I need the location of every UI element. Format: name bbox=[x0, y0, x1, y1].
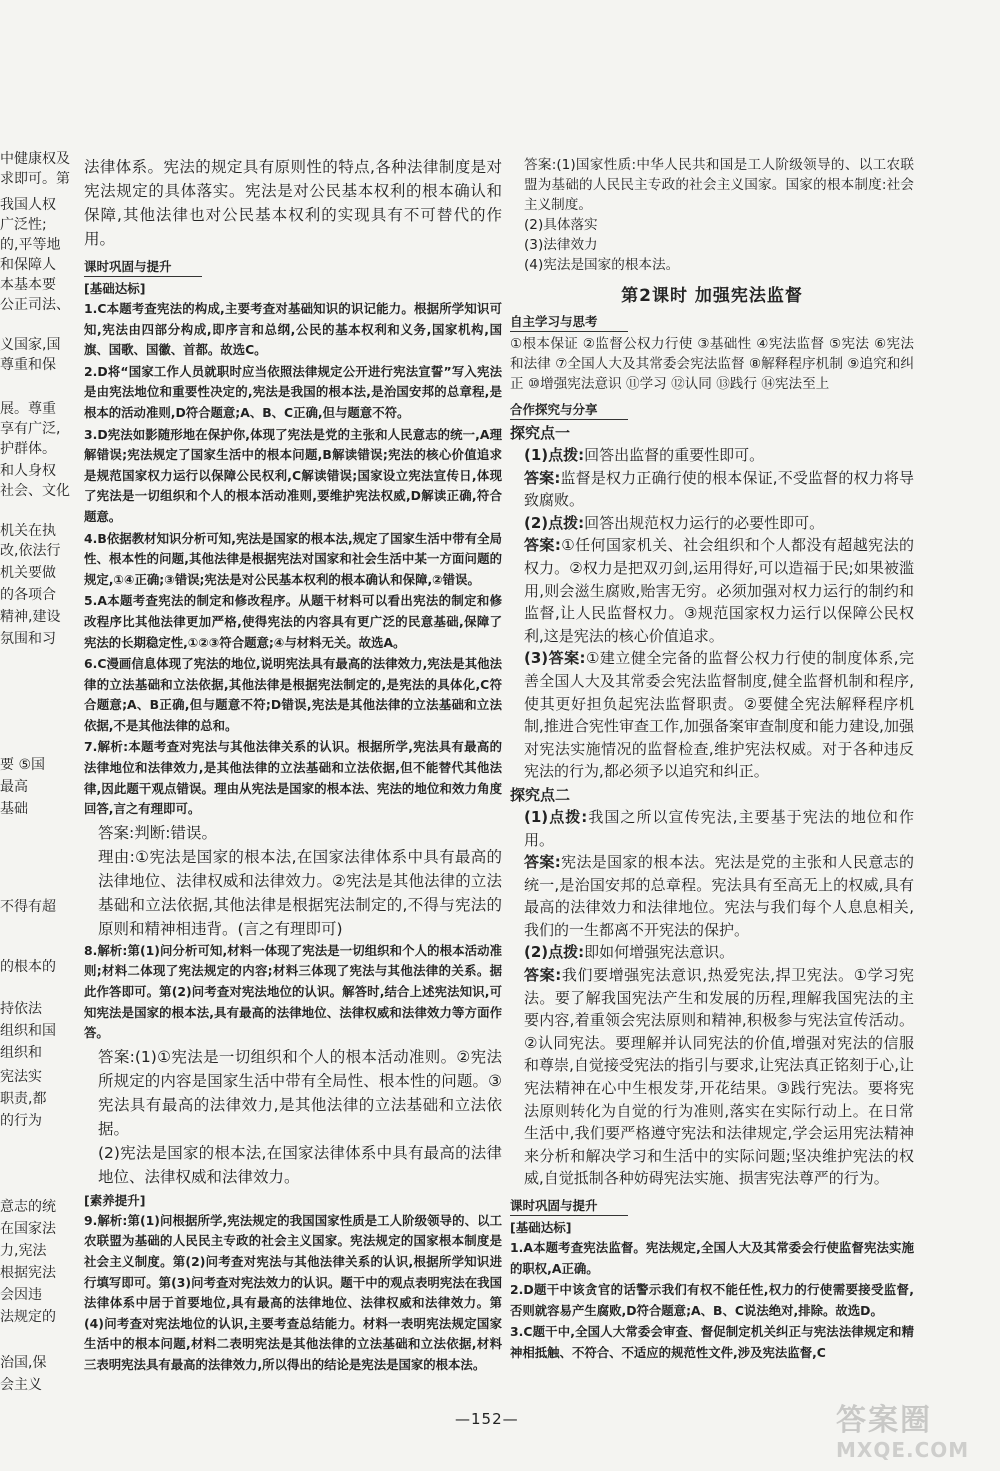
section-title: 课时巩固与提升 bbox=[84, 257, 202, 277]
gutter-line: 义国家,国 bbox=[0, 337, 61, 353]
answer-7-head: 答案:判断:错误。 bbox=[98, 823, 217, 842]
answer-item bbox=[84, 737, 502, 819]
gutter-line: 中健康权及 bbox=[0, 151, 70, 167]
gutter-line: 会因违 bbox=[0, 1287, 42, 1303]
watermark-logo bbox=[836, 1404, 986, 1466]
probe-entry-text: ①任何国家机关、社会组织和个人都没有超越宪法的权力。②权力是把双刃剑,运用得好,可以造福于民;如果被滥用,则会滋生腐败,贻害无穷。必须加强对权力运行的制约和监督,让人民监督权力。③规范国家权力运行以保障公民权利,这是宪法的核心价值追求。 bbox=[524, 536, 914, 645]
item-number: 5.A bbox=[84, 593, 107, 609]
gutter-line: 的行为 bbox=[0, 1113, 42, 1129]
answer-item bbox=[84, 299, 502, 361]
probe-entry-head: (3)答案: bbox=[524, 649, 586, 668]
answer-9-line: (3)法律效力 bbox=[524, 237, 598, 253]
tag-improve: [素养提升] bbox=[84, 1192, 146, 1208]
probe-1-list bbox=[510, 444, 914, 783]
probe-entry-head: (1)点拨: bbox=[524, 446, 585, 464]
item-number: 6.C bbox=[84, 656, 107, 672]
probe-2-title: 探究点二 bbox=[510, 785, 571, 804]
probe-entry-head: (2)点拨: bbox=[524, 943, 585, 962]
item-text: 题干中,全国人大常委会审查、督促制定机关纠正与宪法法律规定和精神相抵触、不符合、不适应的规范性文件,涉及宪法监督,C bbox=[510, 1324, 914, 1360]
item-number: 1.C bbox=[84, 301, 107, 316]
facing-page-fragment bbox=[0, 150, 70, 1410]
item-8-text: 第(1)问分析可知,材料一体现了宪法是一切组织和个人的根本活动准则;材料二体现了宪法规定的内容;材料三体现了宪法与其他法律的关系。据此作答即可。第(2)问考查对宪法地位的认识。解答时,结合上述宪法知识,可知宪法是国家的根本法,具有最高的法律地位、法律权威和法律效力等方面作答。 bbox=[84, 942, 502, 1041]
gutter-line: 和保障人 bbox=[0, 257, 56, 273]
probe-entry-text: 我国之所以宣传宪法,主要基于宪法的地位和作用。 bbox=[524, 807, 914, 849]
probe-entry-text: 宪法是国家的根本法。宪法是党的主张和人民意志的统一,是治国安邦的总章程。宪法具有至高无上的权威,具有最高的法律效力和法律地位。宪法与我们每个人息息相关,我们的一生都离不开宪法的保护。 bbox=[524, 853, 914, 939]
probe-entry bbox=[510, 534, 914, 647]
item-number: 2.D bbox=[84, 363, 108, 379]
coop-title: 合作探究与分享 bbox=[510, 400, 628, 420]
answer-item bbox=[510, 1238, 914, 1279]
gutter-line: 氛围和习 bbox=[0, 631, 56, 647]
lesson-title: 第2课时 加强宪法监督 bbox=[621, 286, 803, 306]
probe-1-title: 探究点一 bbox=[510, 424, 571, 442]
probe-2-list bbox=[510, 806, 914, 1190]
gutter-line: 精神,建设 bbox=[0, 609, 61, 625]
answer-9-line: (4)宪法是国家的根本法。 bbox=[524, 257, 680, 273]
gutter-line: 根据宪法 bbox=[0, 1265, 56, 1281]
middle-column bbox=[84, 155, 502, 1377]
probe-entry-head: (2)点拨: bbox=[524, 513, 585, 532]
gutter-line: 治国,保 bbox=[0, 1355, 47, 1371]
self-study-title: 自主学习与思考 bbox=[510, 312, 628, 332]
probe-entry bbox=[510, 647, 914, 783]
probe-entry-text: 监督是权力正确行使的根本保证,不受监督的权力将导致腐败。 bbox=[524, 468, 914, 510]
gutter-line: 尊重和保 bbox=[0, 357, 56, 373]
probe-entry-text: ①建立健全完备的监督公权力行使的制度体系,完善全国人大及其常委会宪法监督制度,健全监督机制和程序,使其更好担负起宪法监督职责。②要健全宪法解释程序机制,推进合宪性审查工作,加强备案审查制度和能力建设,加强对宪法实施情况的监督检查,维护宪法权威。对于各种违反宪法的行为,都必须予以追究和纠正。 bbox=[524, 649, 914, 781]
item-text: 本题考查宪法的构成,主要考查对基础知识的识记能力。根据所学知识可知,宪法由四部分构成,即序言和总纲,公民的基本权利和义务,国家机构,国旗、国歌、国徽、首都。故选C。 bbox=[84, 301, 502, 358]
probe-entry-head: 答案: bbox=[524, 853, 561, 872]
item-number: 3.D bbox=[84, 426, 108, 442]
item-text: 本题考查对宪法与其他法律关系的认识。根据所学,宪法具有最高的法律地位和法律效力,是其他法律的立法基础和立法依据,但不能替代其他法律,因此题干观点错误。理由从宪法是国家的根本法、宪法的地位和效力角度回答,言之有理即可。 bbox=[84, 739, 502, 817]
answer-8-body: 答案:(1)①宪法是一切组织和个人的根本活动准则。②宪法所规定的内容是国家生活中带有全局性、根本性的问题。③宪法具有最高的法律效力,是其他法律的立法基础和立法依据。 bbox=[98, 1047, 502, 1138]
answer-item bbox=[84, 591, 502, 653]
probe-entry-text: 即如何增强宪法意识。 bbox=[584, 943, 735, 962]
answer-9-line: (2)具体落实 bbox=[524, 217, 598, 233]
answer-item bbox=[510, 1322, 914, 1363]
probe-entry-head: (1)点拨: bbox=[524, 807, 588, 826]
gutter-line: 组织和国 bbox=[0, 1023, 56, 1039]
gutter-line: 展。尊重 bbox=[0, 401, 56, 417]
answer-item bbox=[510, 1280, 914, 1321]
probe-entry-text: 回答出规范权力运行的必要性即可。 bbox=[584, 513, 825, 532]
gutter-line: 基础 bbox=[0, 801, 28, 817]
probe-entry bbox=[510, 964, 914, 1190]
intro-paragraph: 法律体系。宪法的规定具有原则性的特点,各种法律制度是对宪法规定的具体落实。宪法是对公民基本权利的根本确认和保障,其他法律也对公民基本权利的实现具有不可替代的作用。 bbox=[84, 158, 502, 248]
probe-entry-head: 答案: bbox=[524, 966, 562, 985]
gutter-line: 社会、文化 bbox=[0, 483, 70, 499]
probe-entry-head: 答案: bbox=[524, 468, 561, 487]
item-number: 3.C bbox=[510, 1324, 533, 1340]
answer-item bbox=[84, 425, 502, 528]
item-number: 1.A bbox=[510, 1240, 533, 1255]
probe-entry bbox=[510, 851, 914, 941]
mid-item-list bbox=[84, 299, 502, 820]
gutter-line: 求即可。第 bbox=[0, 171, 70, 187]
tag-basic-2: [基础达标] bbox=[510, 1220, 572, 1235]
probe-entry bbox=[510, 444, 914, 467]
gutter-line: 要 ⑤国 bbox=[0, 757, 46, 773]
probe-entry bbox=[510, 806, 914, 851]
answer-8-body-2: (2)宪法是国家的根本法,在国家法律体系中具有最高的法律地位、法律权威和法律效力。 bbox=[98, 1143, 502, 1186]
gutter-line: 机关在执 bbox=[0, 523, 56, 539]
answer-9-line: 答案:(1)国家性质:中华人民共和国是工人阶级领导的、以工农联盟为基础的人民民主专政的社会主义国家。国家的根本制度:社会主义制度。 bbox=[524, 157, 914, 213]
answer-item bbox=[84, 362, 502, 424]
probe-entry-text: 我们要增强宪法意识,热爱宪法,捍卫宪法。①学习宪法。要了解我国宪法产生和发展的历程,理解我国宪法的主要内容,着重领会宪法原则和精神,积极参与宪法宣传活动。②认同宪法。要理解并认同宪法的价值,增强对宪法的信服和尊崇,自觉接受宪法的指引与要求,让宪法真正铭刻于心,让宪法精神在心中生根发芽,开花结果。③践行宪法。要将宪法原则转化为自觉的行为准则,落实在实际行动上。在日常生活中,我们要严格遵守宪法和法律规定,学会运用宪法精神来分析和解决学习和生活中的实际问题;坚决维护宪法的权威,自觉抵制各种妨碍宪法实施、损害宪法尊严的行为。 bbox=[524, 966, 914, 1188]
item-text: 宪法如影随形地在保护你,体现了宪法是党的主张和人民意志的统一,A理解错误;宪法规定了国家生活中的根本问题,B解读错误;宪法的核心价值追求是规范国家权力运行以保障公民权利,C解读错误;国家设立宪法宣传日,体现了宪法是一切组织和个人的根本活动准则,要维护宪法权威,D解读正确,符合题意。 bbox=[84, 426, 502, 524]
gutter-line: 和人身权 bbox=[0, 463, 56, 479]
probe-entry-head: 答案: bbox=[524, 536, 561, 555]
gutter-line: 宪法实 bbox=[0, 1069, 42, 1085]
item-number: 7. bbox=[84, 739, 98, 755]
item-9-text: 第(1)问根据所学,宪法规定的我国国家性质是工人阶级领导的、以工农联盟为基础的人民民主专政的社会主义国家。宪法规定的国家根本制度是社会主义制度。第(2)问考查对宪法与其他法律关系的认识,根据所学知识进行填写即可。第(3)问考查对宪法效力的认识。题干中的观点表明宪法在我国法律体系中居于首要地位,具有最高的法律地位、法律权威和法律效力。第(4)问考查对宪法地位的认识,主要考查总结能力。材料一表明宪法规定国家生活中的根本问题,材料二表明宪法是其他法律的立法基础和立法依据,材料三表明宪法具有最高的法律效力,所以得出的结论是宪法是国家的根本法。 bbox=[84, 1212, 502, 1372]
item-8-num: 8. bbox=[84, 942, 98, 958]
item-label: 解析: bbox=[97, 739, 129, 755]
gutter-line: 护群体。 bbox=[0, 441, 56, 457]
gutter-line: 广泛性; bbox=[0, 217, 47, 233]
item-9-label: 解析: bbox=[97, 1212, 128, 1228]
gutter-line: 的,平等地 bbox=[0, 237, 61, 253]
right-column bbox=[510, 155, 914, 1365]
section-title-2: 课时巩固与提升 bbox=[510, 1196, 628, 1216]
gutter-line: 不得有超 bbox=[0, 899, 56, 915]
gutter-line: 在国家法 bbox=[0, 1221, 56, 1237]
answer-7-body: 理由:①宪法是国家的根本法,在国家法律体系中具有最高的法律地位、法律权威和法律效力。②宪法是其他法律的立法基础和立法依据,其他法律是根据宪法制定的,不得与宪法的原则和精神相违背。(言之有理即可) bbox=[98, 847, 502, 938]
item-text: 题干中该贪官的话警示我们有权不能任性,权力的行使需要接受监督,否则就容易产生腐败,D符合题意;A、B、C说法绝对,排除。故选D。 bbox=[510, 1282, 914, 1318]
gutter-line: 改,依法行 bbox=[0, 543, 61, 559]
keyword-answers: ①根本保证 ②监督公权力行使 ③基础性 ④宪法监督 ⑤宪法 ⑥宪法和法律 ⑦全国人大及其常委会宪法监督 ⑧解释程序机制 ⑨追究和纠正 ⑩增强宪法意识 ⑪学习 ⑫认同 ⑬践行 ⑭宪法至上 bbox=[510, 336, 914, 392]
gutter-line: 意志的统 bbox=[0, 1199, 56, 1215]
gutter-line: 机关要做 bbox=[0, 565, 56, 581]
gutter-line: 享有广泛, bbox=[0, 421, 61, 437]
probe-entry bbox=[510, 512, 914, 535]
item-number: 4.B bbox=[84, 530, 107, 546]
item-8 bbox=[84, 941, 502, 1044]
gutter-line: 的根本的 bbox=[0, 959, 56, 975]
gutter-line: 法规定的 bbox=[0, 1309, 56, 1325]
right-item-list bbox=[510, 1238, 914, 1364]
item-number: 2.D bbox=[510, 1282, 534, 1298]
answer-item bbox=[84, 529, 502, 591]
watermark-url: MXQE.COM bbox=[836, 1438, 970, 1462]
item-text: 本题考查宪法的制定和修改程序。从题干材料可以看出宪法的制定和修改程序比其他法律更加严格,使得宪法的内容具有更广泛的民意基础,保障了宪法的长期稳定性,①②③符合题意;④与材料无关。故选A。 bbox=[84, 593, 502, 650]
tag-basic: [基础达标] bbox=[84, 281, 146, 296]
gutter-line: 公正司法、 bbox=[0, 297, 70, 313]
item-text: 漫画信息体现了宪法的地位,说明宪法具有最高的法律效力,宪法是其他法律的立法基础和立法依据,其他法律是根据宪法制定的,是宪法的具体化,C符合题意;A、B正确,但与题意不符;D错误,宪法是其他法律的立法基础和立法依据,不是其他法律的总和。 bbox=[84, 656, 502, 733]
item-8-label: 解析: bbox=[97, 942, 128, 958]
probe-entry bbox=[510, 941, 914, 964]
item-9 bbox=[84, 1211, 502, 1376]
gutter-line: 最高 bbox=[0, 779, 28, 795]
item-text: 依据教材知识分析可知,宪法是国家的根本法,规定了国家生活中带有全局性、根本性的问题,其他法律是根据宪法对国家和社会生活中某一方面问题的规定,①④正确;③错误;宪法是对公民基本权利的根本确认和保障,②错误。 bbox=[84, 530, 502, 587]
probe-entry bbox=[510, 467, 914, 512]
answer-9-block bbox=[510, 155, 914, 275]
gutter-line: 组织和 bbox=[0, 1045, 42, 1061]
item-9-num: 9. bbox=[84, 1212, 98, 1228]
gutter-line: 职责,都 bbox=[0, 1091, 47, 1107]
gutter-line: 会主义 bbox=[0, 1377, 42, 1393]
watermark-name: 答案圈 bbox=[836, 1403, 932, 1438]
item-text: 将“国家工作人员就职时应当依照法律规定公开进行宪法宣誓”写入宪法是由宪法地位和重要性决定的,宪法是我国的根本法,是治国安邦的总章程,是根本的活动准则,D符合题意;A、B、C正确,但与题意不符。 bbox=[84, 363, 502, 420]
gutter-line: 的各项合 bbox=[0, 587, 56, 603]
page-number: —152— bbox=[455, 1410, 519, 1428]
probe-entry-text: 回答出监督的重要性即可。 bbox=[584, 446, 765, 464]
gutter-line: 力,宪法 bbox=[0, 1243, 47, 1259]
gutter-line: 我国人权 bbox=[0, 197, 56, 213]
gutter-line: 持依法 bbox=[0, 1001, 42, 1017]
answer-item bbox=[84, 654, 502, 736]
item-text: 本题考查宪法监督。宪法规定,全国人大及其常委会行使监督宪法实施的职权,A正确。 bbox=[510, 1240, 914, 1276]
gutter-line: 本基本要 bbox=[0, 277, 56, 293]
